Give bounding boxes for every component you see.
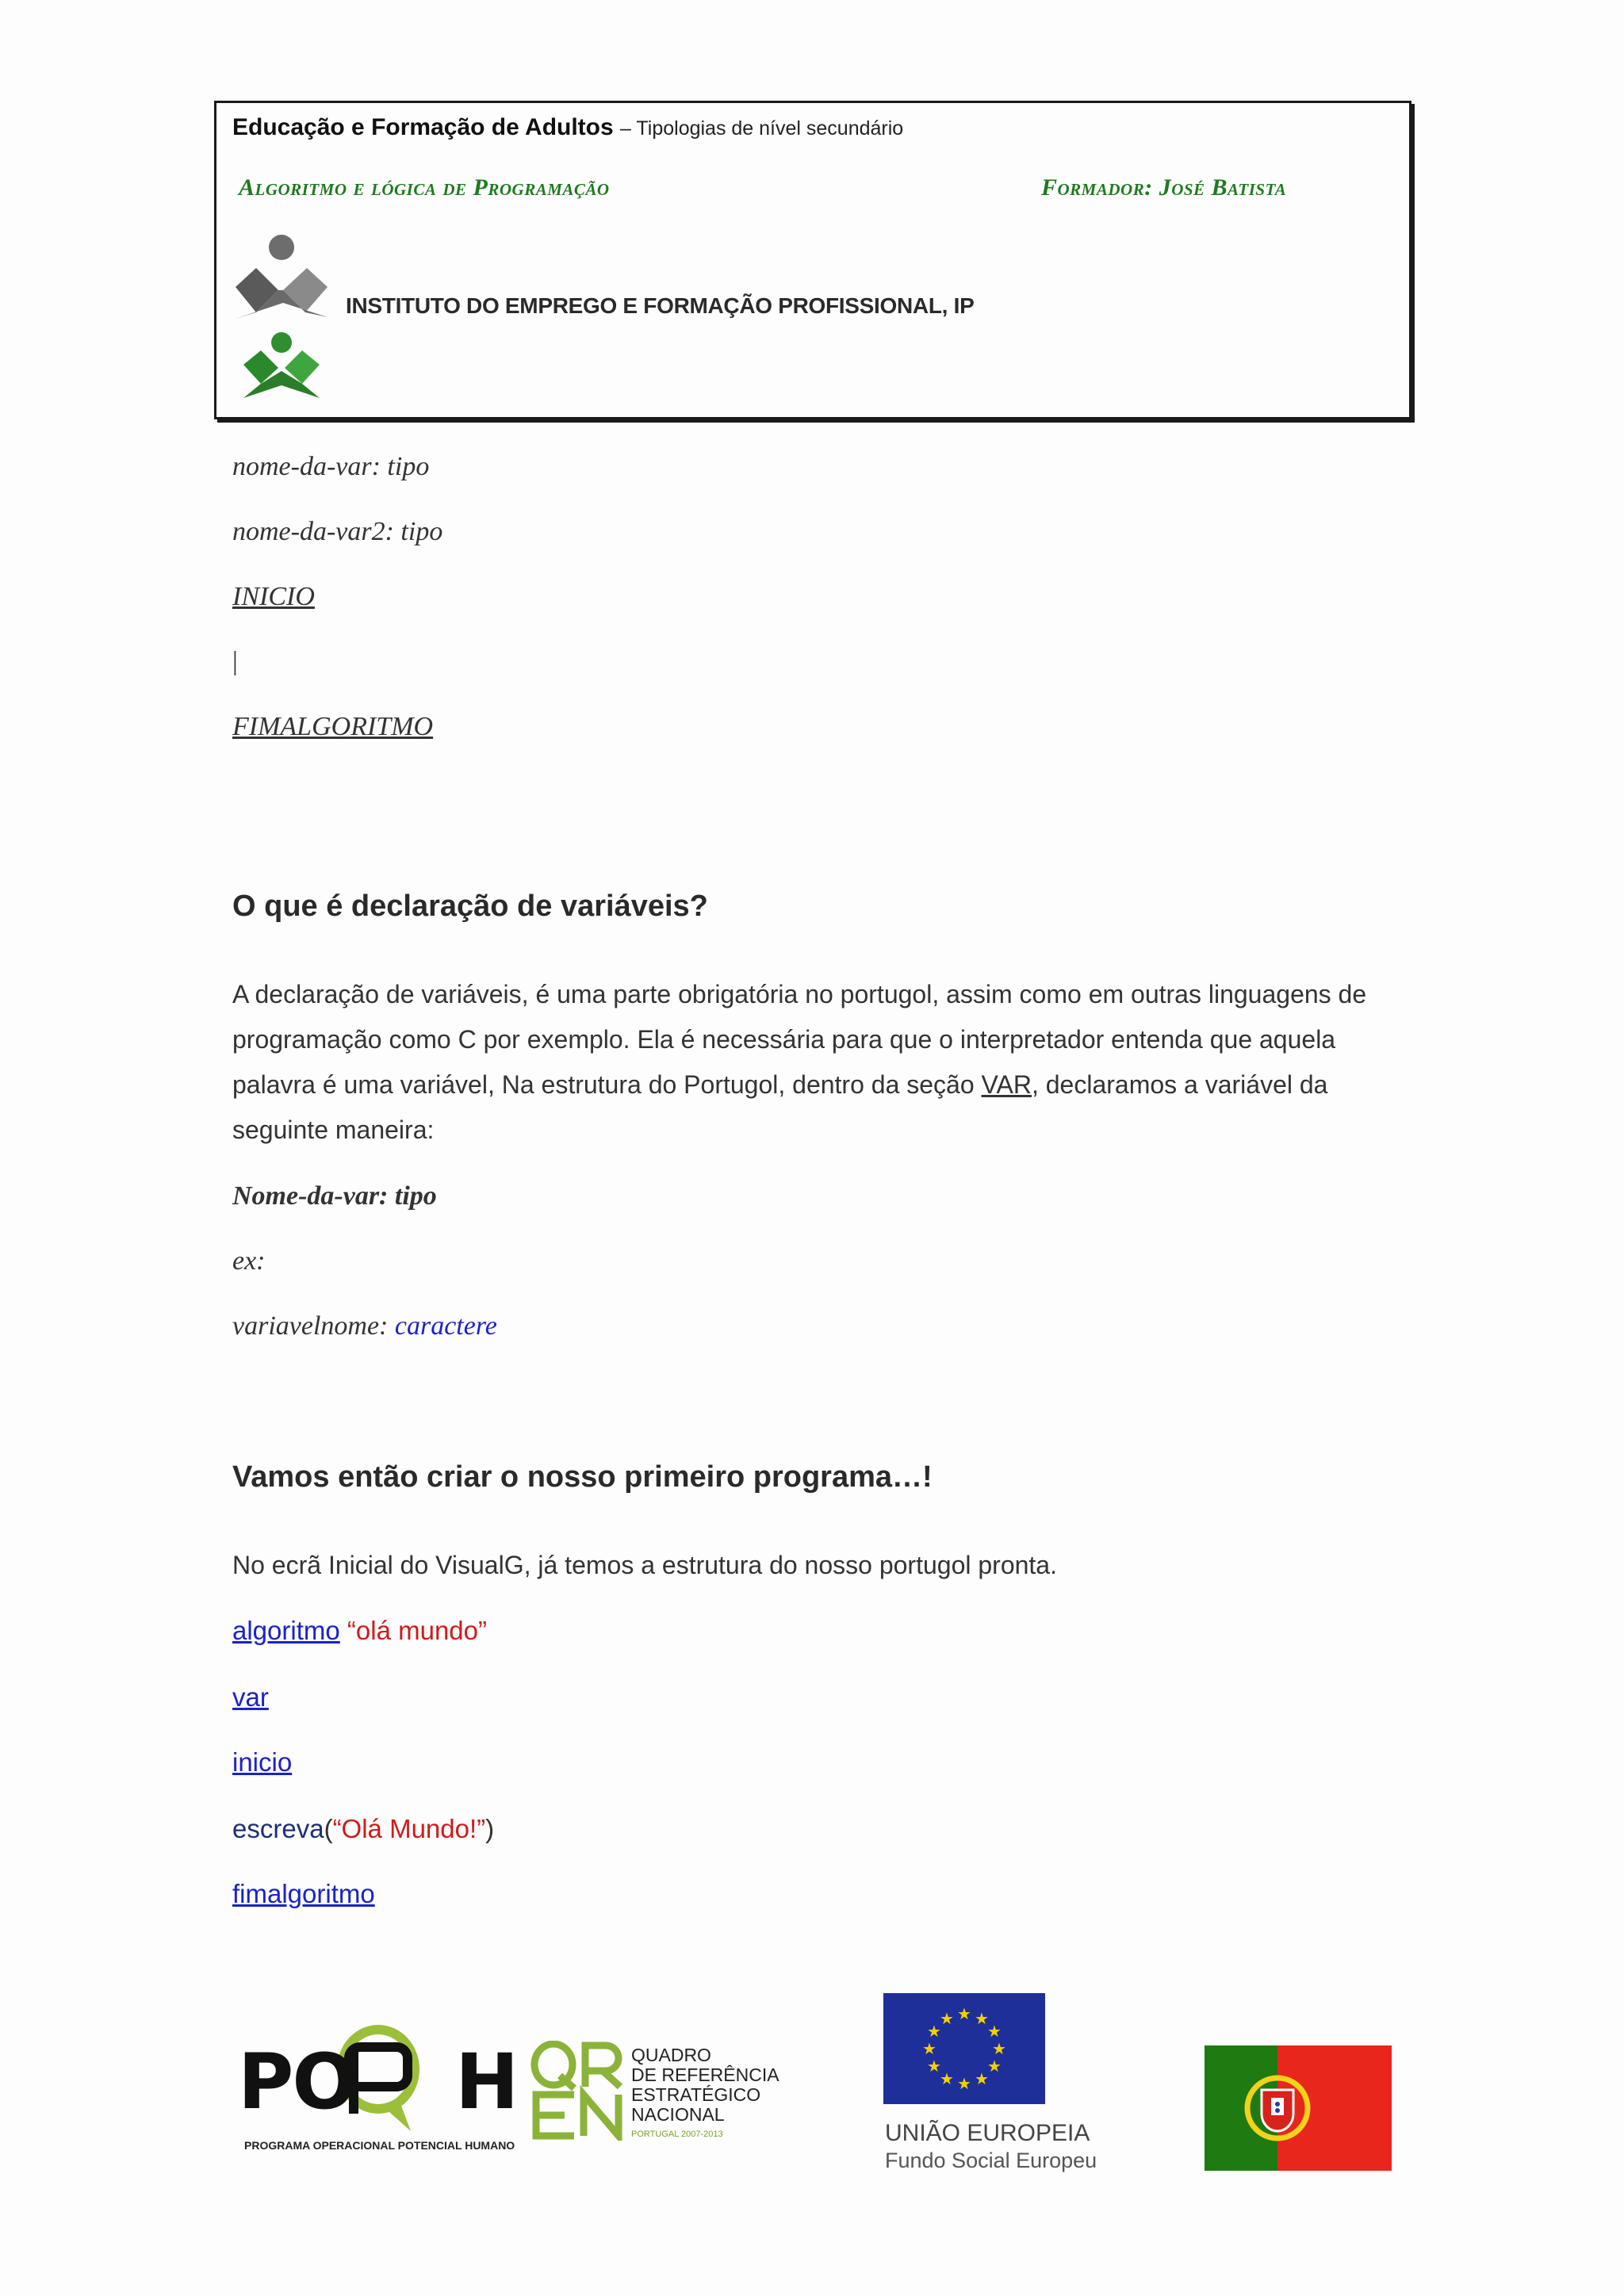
section1-heading: O que é declaração de variáveis? (232, 890, 708, 923)
header-title (232, 114, 903, 141)
example-type: caractere (394, 1311, 497, 1341)
portugal-flag (1205, 2045, 1392, 2171)
algorithm-title-string: “olá mundo” (347, 1616, 487, 1645)
svg-text:★: ★ (940, 2069, 954, 2088)
header-box (214, 101, 1411, 419)
institute-name: INSTITUTO DO EMPREGO E FORMAÇÃO PROFISSIONAL, IP (346, 293, 975, 318)
eu-line1: UNIÃO EUROPEIA (885, 2120, 1090, 2146)
code-line-fimalgoritmo: FIMALGORITMO (232, 712, 434, 741)
syntax-line: Nome-da-var: tipo (232, 1181, 437, 1211)
header-title-sub: – Tipologias de nível secundário (620, 117, 904, 140)
svg-text:★: ★ (992, 2039, 1006, 2058)
message-string: “Olá Mundo!” (332, 1814, 486, 1843)
qren-text (631, 2045, 779, 2145)
qren-monogram-icon (530, 2041, 626, 2141)
iefp-logo-icon (232, 230, 335, 404)
section2-heading: Vamos então criar o nosso primeiro programa…! (232, 1460, 933, 1494)
section1-para-part2: , declaramos a variável da seguinte maneira: (232, 1070, 1328, 1144)
code-fim-line (232, 1879, 375, 1909)
code-line-bar: | (232, 647, 238, 676)
svg-text:★: ★ (975, 2069, 989, 2088)
qren-line3: ESTRATÉGICO (631, 2084, 761, 2105)
svg-text:★: ★ (927, 2022, 941, 2041)
section1-para-var: VAR (981, 1070, 1032, 1099)
eu-flag-icon (883, 1993, 1045, 2104)
poph-word-a: PO (238, 2038, 355, 2126)
svg-text:★: ★ (940, 2009, 954, 2028)
trainer-name: Formador: José Batista (1041, 174, 1287, 201)
poph-word-b: H (454, 2038, 518, 2126)
poph-wordmark (238, 2038, 517, 2126)
qren-line4: NACIONAL (631, 2104, 725, 2125)
code-line-var2: nome-da-var2: tipo (232, 517, 443, 546)
code-var-line (232, 1682, 269, 1712)
code-line-var1: nome-da-var: tipo (232, 452, 430, 481)
code-line-inicio: INICIO (232, 582, 315, 611)
kw-var-link[interactable]: var (232, 1682, 269, 1712)
code-inicio-line (232, 1747, 292, 1777)
example-label: ex: (232, 1246, 266, 1276)
eu-logo (883, 1993, 1137, 2183)
eu-line2: Fundo Social Europeu (885, 2149, 1097, 2172)
portugal-flag-icon (1205, 2045, 1392, 2171)
poph-logo (238, 2020, 518, 2163)
kw-fimalgoritmo-link[interactable]: fimalgoritmo (232, 1879, 375, 1908)
fn-escreva: escreva (232, 1814, 324, 1843)
course-name: Algoritmo e lógica de Programação (239, 174, 610, 201)
section1-paragraph (232, 972, 1390, 1153)
section2-intro: No ecrã Inicial do VisualG, já temos a estrutura do nosso portugol pronta. (232, 1551, 1057, 1579)
poph-subtitle: PROGRAMA OPERACIONAL POTENCIAL HUMANO (244, 2139, 515, 2152)
svg-text:★: ★ (987, 2057, 1002, 2076)
kw-inicio-link[interactable]: inicio (232, 1747, 293, 1777)
paren-close: ) (485, 1814, 495, 1843)
example-var: variavelnome: (232, 1311, 389, 1341)
svg-text:★: ★ (957, 2074, 971, 2093)
svg-text:★: ★ (922, 2039, 936, 2058)
qren-logo (530, 2041, 779, 2152)
header-title-bold: Educação e Formação de Adultos (232, 114, 614, 140)
section1-para-part1: A declaração de variáveis, é uma parte obrigatória no portugol, assim como em outras linguagens de programação como C por exemplo. Ela é necessária para que o interpretador entenda que aquela palavra é uma variável, Na estrutura do Portugol, dentro da seção (232, 980, 1367, 1099)
svg-text:★: ★ (957, 2004, 971, 2023)
paren-open: ( (324, 1814, 333, 1843)
code-algoritmo-line (232, 1616, 487, 1646)
qren-years: PORTUGAL 2007-2013 (631, 2130, 723, 2139)
svg-text:★: ★ (987, 2022, 1002, 2041)
svg-text:★: ★ (927, 2057, 941, 2076)
code-escreva-line (232, 1814, 494, 1844)
svg-text:★: ★ (975, 2009, 989, 2028)
example-line (232, 1311, 497, 1341)
qren-line2: DE REFERÊNCIA (631, 2064, 779, 2085)
kw-algoritmo-link[interactable]: algoritmo (232, 1616, 340, 1645)
qren-line1: QUADRO (631, 2045, 711, 2065)
